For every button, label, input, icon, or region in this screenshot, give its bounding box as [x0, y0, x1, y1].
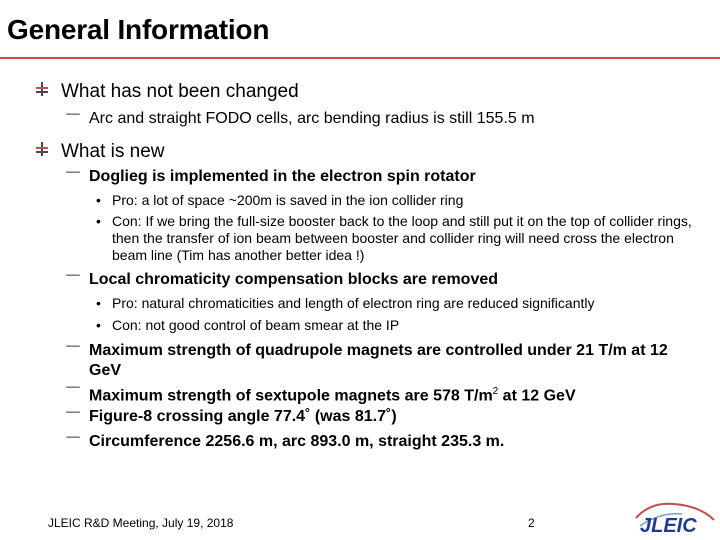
footer-page-number: 2 [528, 516, 535, 530]
bullet-text: What has not been changed [61, 81, 299, 102]
sub-text [89, 382, 576, 406]
dash-icon: － [64, 428, 82, 448]
sub-text: Figure-8 crossing angle 77.4˚ (was 81.7˚) [89, 408, 397, 425]
bullet-text: What is new [61, 141, 165, 162]
sub-text-part: Maximum strength of sextupole magnets are 578 T/m [89, 387, 493, 405]
superscript: 2 [492, 386, 499, 397]
footer-meeting: JLEIC R&D Meeting, July 19, 2018 [48, 516, 234, 530]
title-divider [0, 57, 720, 59]
dash-icon: － [64, 337, 82, 357]
dash-icon: － [64, 266, 82, 286]
dot-icon: • [96, 317, 101, 333]
point-text: Con: If we bring the full-size booster back to the loop and still put it on the top of collider rings, then the transfer of ion beam between booster and collider ring will need cross the electron beam line (Tim has another better idea !) [112, 213, 692, 263]
dot-icon: • [96, 213, 101, 229]
dash-icon: － [64, 378, 82, 398]
bullet-icon [36, 82, 48, 96]
dash-icon: － [64, 163, 82, 183]
sub-text: Maximum strength of quadrupole magnets are controlled under 21 T/m at 12 GeV [89, 342, 668, 379]
sub-text-part: at 12 GeV [498, 387, 576, 405]
sub-text: Arc and straight FODO cells, arc bending radius is still 155.5 m [89, 110, 535, 127]
dot-icon: • [96, 192, 101, 208]
logo-text: JLEIC [640, 515, 697, 537]
dash-icon: － [64, 403, 82, 423]
slide-title: General Information [7, 14, 270, 45]
point-text: Pro: natural chromaticities and length of electron ring are reduced significantly [112, 295, 595, 311]
point-text: Con: not good control of beam smear at the IP [112, 317, 400, 333]
dot-icon: • [96, 295, 101, 311]
sub-text: Doglieg is implemented in the electron spin rotator [89, 168, 476, 185]
bullet-icon [36, 142, 48, 156]
dash-icon: － [64, 105, 82, 125]
sub-text: Circumference 2256.6 m, arc 893.0 m, straight 235.3 m. [89, 433, 505, 450]
jleic-logo [630, 496, 718, 538]
point-text: Pro: a lot of space ~200m is saved in the ion collider ring [112, 192, 464, 208]
sub-text: Local chromaticity compensation blocks are removed [89, 271, 499, 288]
